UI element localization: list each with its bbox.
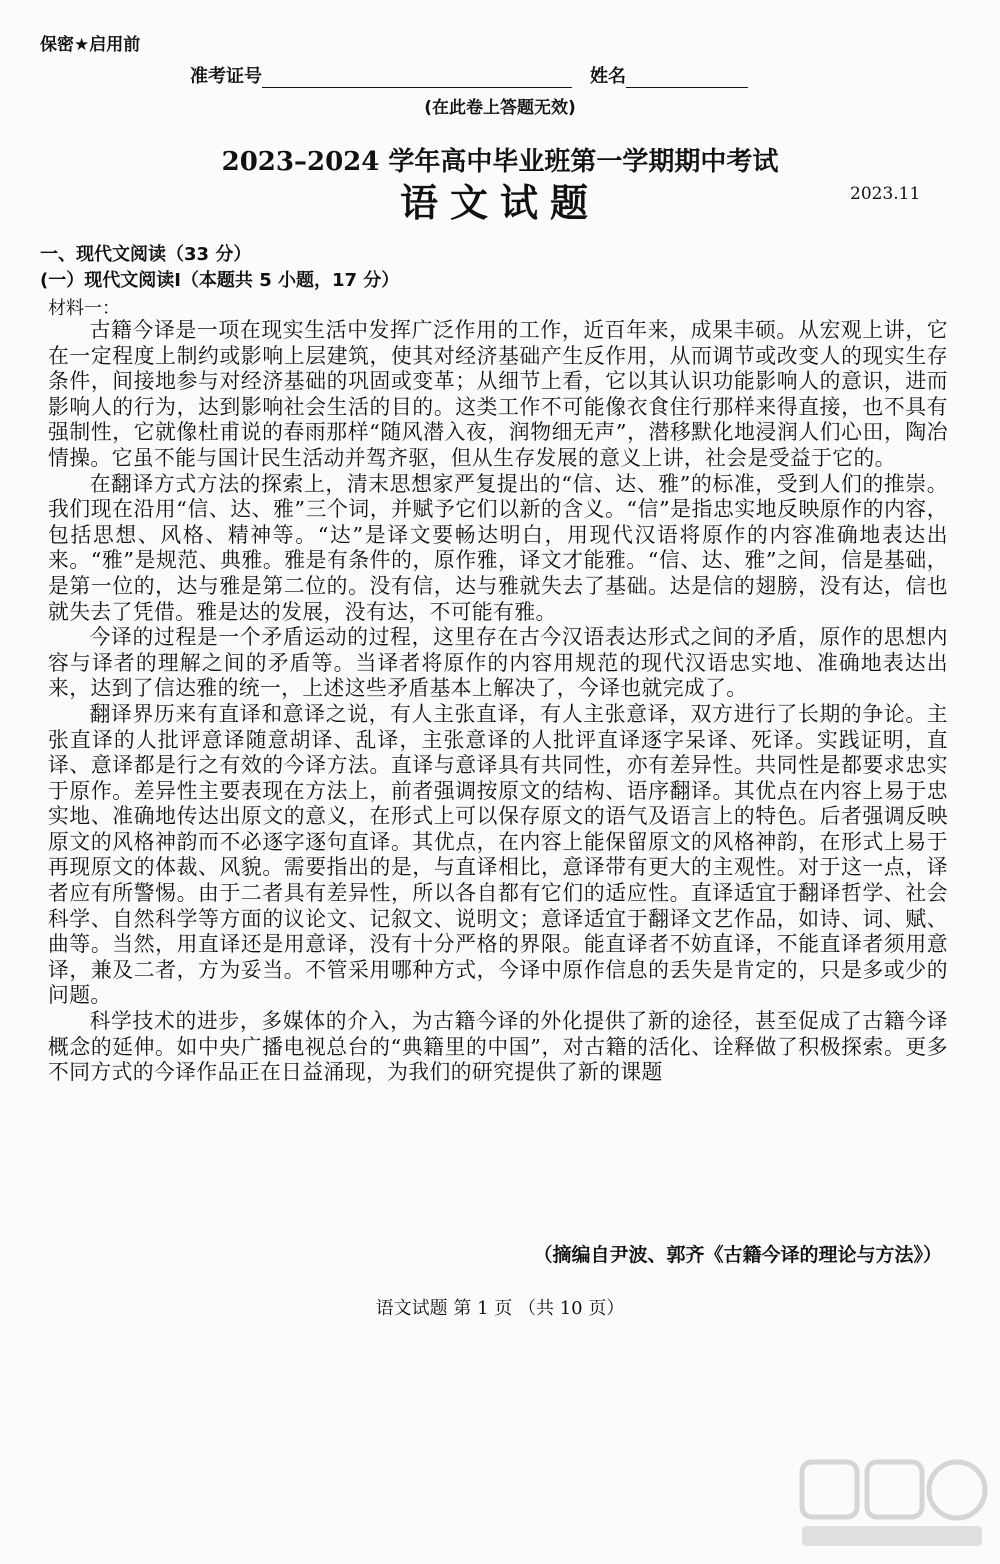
subsection-heading: (一）现代文阅读Ⅰ（本题共 5 小题，17 分）	[40, 270, 400, 291]
source-citation: （摘编自尹波、郭齐《古籍今译的理论与方法》）	[533, 1244, 942, 1266]
paragraph: 古籍今译是一项在现实生活中发挥广泛作用的工作，近百年来，成果丰硕。从宏观上讲，它在一定程度上制约或影响上层建筑，使其对经济基础产生反作用，从而调节或改变人的现实生存条件，间接地参与对经济基础的巩固或变革；从细节上看，它以其认识功能影响人的意识，进而影响人的行为，达到影响社会生活的目的。这类工作不可能像衣食住行那样来得直接，也不具有强制性，它就像杜甫说的春雨那样“随风潜入夜，润物细无声”，潜移默化地浸润人们心田，陶冶情操。它虽不能与国计民生活动并驾齐驱，但从生存发展的意义上讲，社会是受益于它的。	[48, 318, 948, 470]
confidential-mark: 保密★启用前	[40, 35, 141, 55]
answer-notice: (在此卷上答题无效)	[424, 98, 576, 118]
name-label: 姓名	[590, 66, 626, 87]
exam-title: 2023–2024 学年高中毕业班第一学期期中考试	[221, 147, 779, 177]
paragraph: 在翻译方式方法的探索上，清末思想家严复提出的“信、达、雅”的标准，受到人们的推崇。我们现在沿用“信、达、雅”三个词，并赋予它们以新的含义。“信”是指忠实地反映原作的内容，包括思想、风格、精神等。“达”是译文要畅达明白，用现代汉语将原作的内容准确地表达出来。“雅”是规范、典雅。雅是有条件的，原作雅，译文才能雅。“信、达、雅”之间，信是基础，是第一位的，达与雅是第二位的。没有信，达与雅就失去了基础。达是信的翅膀，没有达，信也就失去了凭借。雅是达的发展，没有达，不可能有雅。	[48, 471, 948, 624]
candidate-info-fields	[190, 62, 748, 88]
paragraph: 翻译界历来有直译和意译之说，有人主张直译，有人主张意译，双方进行了长期的争论。主张直译的人批评意译随意胡译、乱译，主张意译的人批评直译逐字呆译、死译。实践证明，直译、意译都是行之有效的今译方法。直译与意译具有共同性，亦有差异性。共同性是都要求忠实于原作。差异性主要表现在方法上，前者强调按原文的结构、语序翻译。其优点在内容上易于忠实地、准确地传达出原文的意义，在形式上可以保存原文的语气及语言上的特色。后者强调反映原文的风格神韵而不必逐字逐句直译。其优点，在内容上能保留原文的风格神韵，在形式上易于再现原文的体裁、风貌。需要指出的是，与直译相比，意译带有更大的主观性。对于这一点，译者应有所警惕。由于二者具有差异性，所以各自都有它们的适应性。直译适宜于翻译哲学、社会科学、自然科学等方面的议论文、记叙文、说明文；意译适宜于翻译文艺作品，如诗、词、赋、曲等。当然，用直译还是用意译，没有十分严格的界限。能直译者不妨直译，不能直译者须用意译，兼及二者，方为妥当。不管采用哪种方式，今译中原作信息的丢失是肯定的，只是多或少的问题。	[48, 701, 948, 1008]
watermark-logo-icon	[792, 1454, 992, 1554]
exam-id-label: 准考证号	[190, 66, 262, 87]
paragraph: 今译的过程是一个矛盾运动的过程，这里存在古今汉语表达形式之间的矛盾，原作的思想内容与译者的理解之间的矛盾等。当译者将原作的内容用规范的现代汉语忠实地、准确地表达出来，达到了信达雅的统一，上述这些矛盾基本上解决了，今译也就完成了。	[48, 625, 948, 701]
section-heading: 一、现代文阅读（33 分）	[40, 244, 252, 265]
exam-date: 2023.11	[850, 184, 921, 204]
paragraph: 科学技术的进步，多媒体的介入，为古籍今译的外化提供了新的途径，甚至促成了古籍今译概念的延伸。如中央广播电视总台的“典籍里的中国”，对古籍的活化、诠释做了积极探索。更多不同方式的今译作品正在日益涌现，为我们的研究提供了新的课题	[48, 1009, 948, 1085]
exam-id-blank	[262, 67, 572, 88]
material-label: 材料一：	[48, 298, 120, 319]
subject-title: 语文试题	[399, 180, 600, 225]
reading-passage	[48, 318, 948, 1086]
name-blank	[626, 67, 748, 88]
page-footer: 语文试题 第 1 页 （共 10 页）	[375, 1298, 625, 1319]
